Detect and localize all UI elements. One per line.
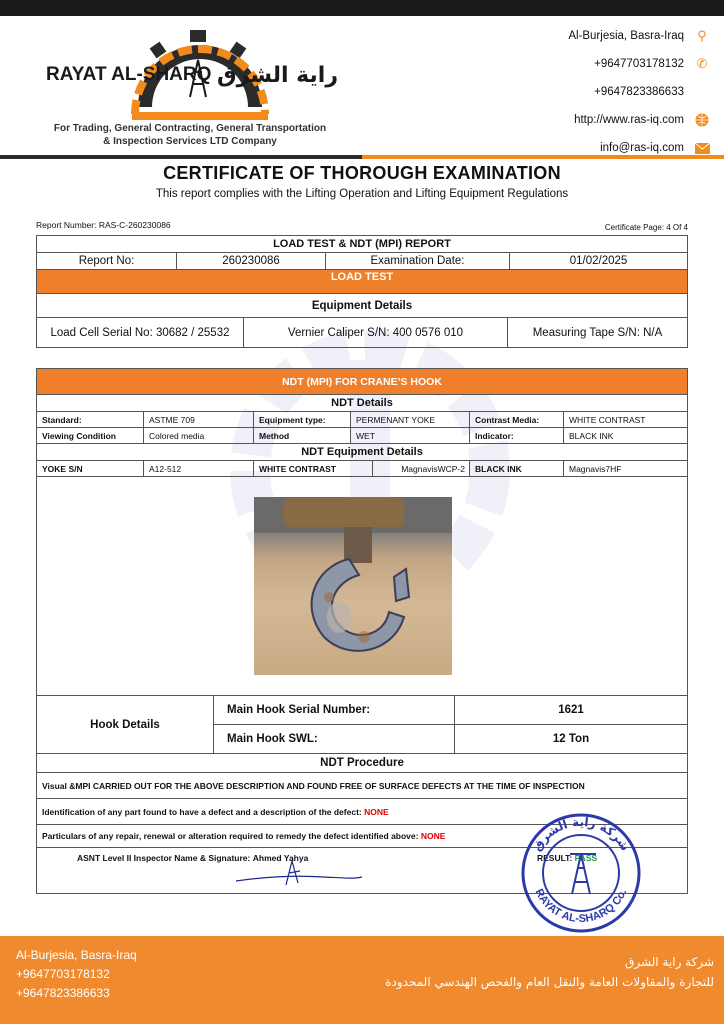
contact-phone-1-text: +9647703178132	[594, 58, 684, 70]
ndt-heading: NDT (MPI) FOR CRANE’S HOOK	[282, 375, 442, 388]
company-tagline	[40, 122, 340, 148]
phone-icon: ✆	[696, 56, 708, 71]
page-subtitle: This report complies with the Lifting Operation and Lifting Equipment Regulations	[155, 188, 569, 200]
procedure-line-2-text: Identification of any part found to have a defect and a description of the defect:	[42, 806, 362, 817]
hook-swl-label: Main Hook SWL:	[214, 725, 455, 753]
ndt-equipment-heading-row	[37, 444, 687, 461]
report-number: Report Number: RAS-C-260230086	[36, 220, 171, 230]
procedure-line-1-row	[37, 773, 687, 799]
contact-address-text: Al-Burjesia, Basra-Iraq	[568, 30, 684, 42]
equipment-type-value: PERMENANT YOKE	[351, 412, 470, 427]
ndt-equipment-row	[37, 461, 687, 477]
yoke-sn-value: A12-512	[144, 461, 254, 476]
report-no-value: 260230086	[177, 253, 326, 269]
vernier-caliper-serial: Vernier Caliper S/N: 400 0576 010	[244, 318, 508, 347]
load-test-heading-row	[37, 270, 687, 294]
inspector-name: Ahmed Yahya	[252, 853, 309, 863]
footer-address: Al-Burjesia, Basra-Iraq	[16, 948, 137, 962]
indicator-label: Indicator:	[470, 428, 564, 443]
report-info-row	[37, 253, 687, 270]
black-ink-value: Magnavis7HF	[569, 463, 622, 474]
logo-text-en: RAYAT AL-SHARQ	[46, 64, 212, 85]
equipment-heading-row	[37, 294, 687, 318]
tagline-line-2: & Inspection Services LTD Company	[103, 136, 277, 147]
procedure-line-3-text: Particulars of any repair, renewal or alteration required to remedy the defect identified above:	[42, 831, 419, 841]
result-label: RESULT:	[537, 853, 573, 863]
tagline-line-1: For Trading, General Contracting, General Transportation	[53, 123, 327, 134]
blank-icon-slot	[694, 84, 710, 100]
location-pin-icon: ⚲	[697, 28, 707, 43]
page-title: CERTIFICATE OF THOROUGH EXAMINATION	[163, 163, 561, 183]
footer-contact	[16, 946, 137, 1003]
report-heading: LOAD TEST & NDT (MPI) REPORT	[273, 238, 451, 250]
contact-phone-2-text: +9647823386633	[594, 86, 684, 98]
procedure-heading-row	[37, 754, 687, 773]
ndt-details-row-1	[37, 412, 687, 428]
hook-swl-value: 12 Ton	[552, 733, 590, 746]
procedure-heading: NDT Procedure	[320, 757, 404, 769]
contact-phone-1	[450, 50, 710, 78]
ndt-details-row-2	[37, 428, 687, 444]
inspector-label: ASNT Level II Inspector Name & Signature:	[77, 853, 251, 863]
company-logo	[40, 22, 340, 122]
website-link[interactable]: http://www.ras-iq.com	[574, 114, 684, 126]
footer-phone-1: +9647703178132	[16, 967, 110, 981]
ndt-heading-row	[37, 369, 687, 395]
certificate-page: Certificate Page: 4 Of 4	[604, 223, 688, 232]
exam-date-label: Examination Date:	[326, 253, 510, 269]
email-link[interactable]: info@ras-iq.com	[600, 142, 684, 154]
contrast-media-label: Contrast Media:	[470, 412, 564, 427]
load-test-table	[36, 235, 688, 348]
inspector-signature	[234, 857, 364, 889]
yoke-sn-label: YOKE S/N	[37, 461, 144, 476]
exam-date-value: 01/02/2025	[569, 255, 628, 267]
indicator-value: BLACK INK	[569, 430, 614, 441]
hook-details-row	[37, 696, 687, 754]
stamp-text-ar: شركة راية الشرق	[529, 814, 633, 854]
contact-phone-2	[450, 78, 710, 106]
hook-serial-value: 1621	[558, 704, 584, 717]
report-heading-row	[37, 236, 687, 253]
contrast-media-value: WHITE CONTRAST	[569, 414, 646, 425]
hook-serial-label: Main Hook Serial Number:	[214, 696, 455, 724]
header-divider	[0, 155, 724, 159]
contact-list	[450, 22, 710, 162]
stamp-text-en: RAYAT AL-SHARQ Co.	[532, 887, 630, 926]
procedure-line-3-value: NONE	[420, 831, 446, 841]
contact-website[interactable]	[450, 106, 710, 134]
footer-arabic-line-1: شركة راية الشرق	[625, 955, 714, 969]
mail-icon	[694, 140, 710, 156]
load-cell-serial: Load Cell Serial No: 30682 / 25532	[37, 318, 244, 347]
procedure-line-1: Visual &MPI CARRIED OUT FOR THE ABOVE DESCRIPTION AND FOUND FREE OF SURFACE DEFECTS AT THE TIME OF INSPECTION	[42, 780, 585, 791]
footer	[0, 936, 724, 1024]
hook-details-label: Hook Details	[37, 696, 214, 753]
black-ink-label: BLACK INK	[470, 461, 564, 476]
measuring-tape-serial: Measuring Tape S/N: N/A	[532, 326, 663, 339]
viewing-condition-label: Viewing Condition	[37, 428, 144, 443]
load-test-heading: LOAD TEST	[330, 271, 394, 283]
ndt-equipment-heading: NDT Equipment Details	[301, 446, 423, 458]
equipment-row	[37, 318, 687, 347]
report-no-label: Report No:	[37, 253, 177, 269]
ndt-details-heading-row	[37, 395, 687, 412]
white-contrast-value: MagnavisWCP-2	[373, 461, 470, 476]
footer-arabic	[385, 952, 714, 992]
hook-swl-row	[214, 725, 687, 753]
procedure-line-2-value: NONE	[364, 806, 389, 817]
equipment-type-label: Equipment type:	[254, 412, 351, 427]
contact-address	[450, 22, 710, 50]
hook-illustration	[254, 497, 452, 675]
white-contrast-label: WHITE CONTRAST	[254, 461, 373, 476]
footer-phone-2: +9647823386633	[16, 986, 110, 1000]
standard-label: Standard:	[37, 412, 144, 427]
hook-details-values	[214, 696, 687, 753]
top-bar	[0, 0, 724, 16]
footer-arabic-line-2: للتجارة والمقاولات العامة والنقل العام والفحص الهندسي المحدودة	[385, 975, 714, 989]
hook-serial-row	[214, 696, 687, 725]
method-label: Method	[254, 428, 351, 443]
method-value: WET	[351, 428, 470, 443]
result-value: PASS	[574, 853, 598, 863]
standard-value: ASTME 709	[144, 412, 254, 427]
viewing-condition-value: Colored media	[144, 428, 254, 443]
crane-hook-photo	[254, 497, 452, 675]
ndt-details-heading: NDT Details	[331, 397, 393, 409]
globe-icon	[694, 112, 710, 128]
company-stamp	[520, 812, 642, 934]
equipment-details-heading: Equipment Details	[311, 299, 413, 312]
logo-text-ar: راية الشرق	[216, 63, 338, 88]
